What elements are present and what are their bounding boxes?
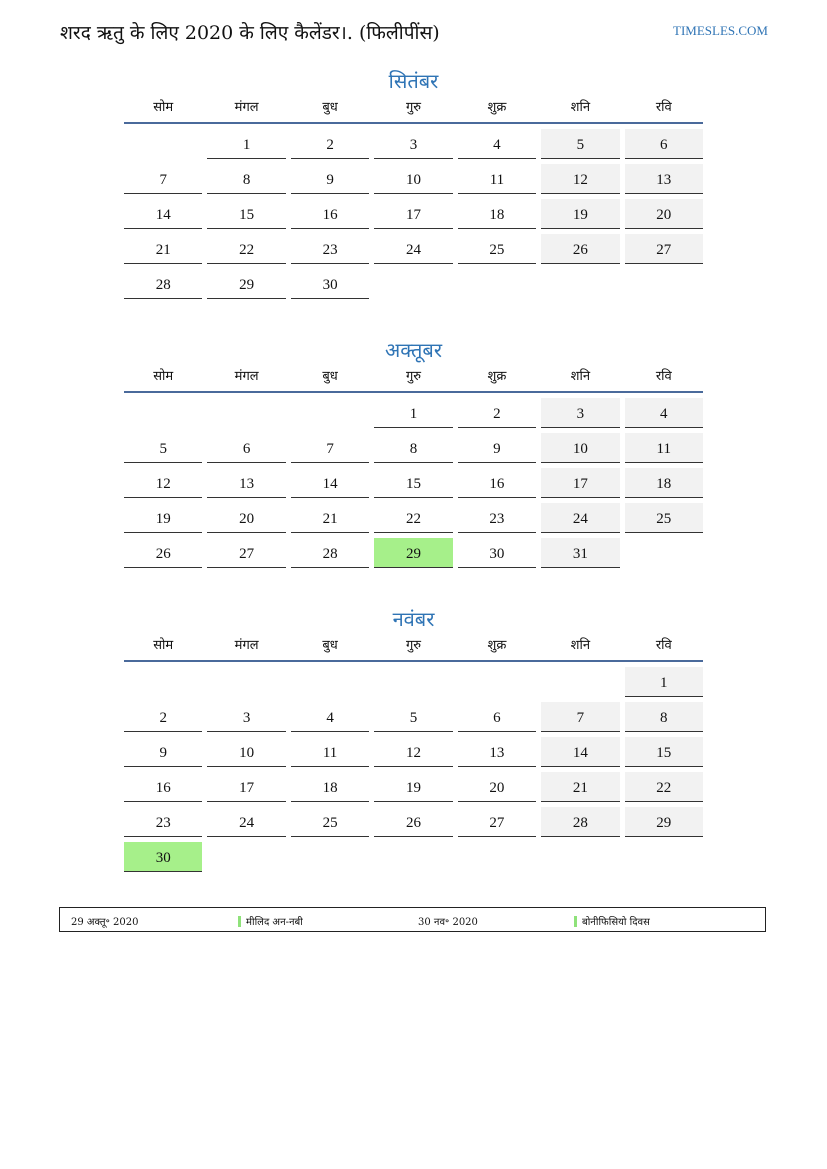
day-cell[interactable]: 1 [625,667,703,697]
day-grid [124,662,703,872]
day-cell[interactable]: 30 [124,842,202,872]
day-cell[interactable]: 27 [207,538,285,568]
legend-holiday-name: बोनीफिसियो दिवस [582,917,650,928]
weekday-tue: मंगल [234,638,259,653]
month-october [124,335,703,568]
weekday-sun: रवि [655,369,672,384]
day-cell[interactable]: 7 [541,702,619,732]
day-cell[interactable]: 21 [124,234,202,264]
month-november [124,604,703,872]
weekday-header [124,634,703,662]
weekday-wed: बुध [322,638,338,653]
day-cell[interactable]: 16 [124,772,202,802]
legend-date-2: 30 नव॰ 2020 [418,917,478,928]
empty-cell [291,667,369,697]
day-cell[interactable]: 7 [291,433,369,463]
day-cell[interactable]: 6 [625,129,703,159]
day-cell[interactable]: 4 [291,702,369,732]
month-title: नवंबर [392,607,435,631]
day-cell[interactable]: 23 [124,807,202,837]
day-cell[interactable]: 24 [541,503,619,533]
day-cell[interactable]: 11 [625,433,703,463]
weekday-thu: गुरु [405,100,422,115]
day-cell[interactable]: 13 [207,468,285,498]
holiday-marker-icon [574,916,577,927]
day-cell[interactable]: 3 [541,398,619,428]
day-cell[interactable]: 24 [207,807,285,837]
day-cell[interactable]: 25 [291,807,369,837]
weekday-mon: सोम [153,369,174,384]
day-grid [124,393,703,568]
day-cell[interactable]: 6 [207,433,285,463]
day-cell[interactable]: 9 [458,433,536,463]
day-cell[interactable]: 26 [124,538,202,568]
day-cell[interactable]: 13 [458,737,536,767]
day-cell[interactable]: 5 [124,433,202,463]
day-cell[interactable]: 22 [374,503,452,533]
day-cell[interactable]: 29 [625,807,703,837]
day-cell[interactable]: 6 [458,702,536,732]
day-cell[interactable]: 12 [124,468,202,498]
empty-cell [124,129,202,159]
day-cell[interactable]: 18 [458,199,536,229]
day-cell[interactable]: 18 [291,772,369,802]
month-september [124,66,703,299]
weekday-fri: शुक्र [487,369,507,384]
weekday-tue: मंगल [234,369,259,384]
day-cell[interactable]: 28 [124,269,202,299]
day-cell[interactable]: 23 [291,234,369,264]
weekday-fri: शुक्र [487,638,507,653]
empty-cell [291,398,369,428]
weekday-wed: बुध [322,100,338,115]
day-cell[interactable]: 7 [124,164,202,194]
day-cell[interactable]: 16 [458,468,536,498]
day-cell[interactable]: 28 [541,807,619,837]
empty-cell [374,667,452,697]
weekday-sat: शनि [570,369,591,384]
day-cell[interactable]: 21 [541,772,619,802]
day-cell[interactable]: 17 [541,468,619,498]
day-cell[interactable]: 23 [458,503,536,533]
day-grid [124,124,703,299]
weekday-sat: शनि [570,100,591,115]
empty-cell [124,398,202,428]
day-cell[interactable]: 29 [207,269,285,299]
weekday-thu: गुरु [405,369,422,384]
day-cell[interactable]: 4 [625,398,703,428]
weekday-wed: बुध [322,369,338,384]
page-title: शरद ऋतु के लिए 2020 के लिए कैलेंडर।. (फिलीपींस) [60,22,440,44]
day-cell[interactable]: 20 [625,199,703,229]
day-cell[interactable]: 22 [207,234,285,264]
day-cell[interactable]: 10 [541,433,619,463]
month-title: सितंबर [388,69,439,93]
day-cell[interactable]: 27 [458,807,536,837]
empty-cell [124,667,202,697]
day-cell[interactable]: 3 [374,129,452,159]
day-cell[interactable]: 28 [291,538,369,568]
day-cell[interactable]: 2 [291,129,369,159]
empty-cell [207,398,285,428]
day-cell[interactable]: 29 [374,538,452,568]
legend-holiday-1 [238,914,303,928]
day-cell[interactable]: 12 [374,737,452,767]
day-cell[interactable]: 15 [207,199,285,229]
weekday-fri: शुक्र [487,100,507,115]
day-cell[interactable]: 17 [374,199,452,229]
day-cell[interactable]: 1 [374,398,452,428]
site-link[interactable]: TIMESLES.COM [673,23,768,38]
weekday-mon: सोम [153,638,174,653]
day-cell[interactable]: 11 [458,164,536,194]
day-cell[interactable]: 10 [374,164,452,194]
day-cell[interactable]: 16 [291,199,369,229]
day-cell[interactable]: 9 [291,164,369,194]
day-cell[interactable]: 14 [541,737,619,767]
weekday-header [124,96,703,124]
day-cell[interactable]: 26 [374,807,452,837]
day-cell[interactable]: 9 [124,737,202,767]
weekday-sun: रवि [655,100,672,115]
day-cell[interactable]: 14 [291,468,369,498]
day-cell[interactable]: 13 [625,164,703,194]
day-cell[interactable]: 1 [207,129,285,159]
day-cell[interactable]: 8 [374,433,452,463]
day-cell[interactable]: 25 [458,234,536,264]
day-cell[interactable]: 5 [541,129,619,159]
day-cell[interactable]: 17 [207,772,285,802]
day-cell[interactable]: 30 [291,269,369,299]
day-cell[interactable]: 27 [625,234,703,264]
day-cell[interactable]: 2 [124,702,202,732]
day-cell[interactable]: 30 [458,538,536,568]
empty-cell [207,667,285,697]
day-cell[interactable]: 18 [625,468,703,498]
day-cell[interactable]: 19 [541,199,619,229]
weekday-mon: सोम [153,100,174,115]
holiday-marker-icon [238,916,241,927]
legend-holiday-2 [574,914,650,928]
day-cell[interactable]: 2 [458,398,536,428]
day-cell[interactable]: 26 [541,234,619,264]
day-cell[interactable]: 10 [207,737,285,767]
day-cell[interactable]: 14 [124,199,202,229]
day-cell[interactable]: 15 [625,737,703,767]
day-cell[interactable]: 22 [625,772,703,802]
empty-cell [458,667,536,697]
day-cell[interactable]: 3 [207,702,285,732]
holiday-legend [59,907,766,932]
legend-holiday-name: मीलिद अन-नबी [246,917,303,928]
day-cell[interactable]: 20 [458,772,536,802]
day-cell[interactable]: 19 [124,503,202,533]
day-cell[interactable]: 21 [291,503,369,533]
day-cell[interactable]: 11 [291,737,369,767]
day-cell[interactable]: 31 [541,538,619,568]
day-cell[interactable]: 15 [374,468,452,498]
day-cell[interactable]: 24 [374,234,452,264]
day-cell[interactable]: 12 [541,164,619,194]
weekday-sun: रवि [655,638,672,653]
weekday-thu: गुरु [405,638,422,653]
day-cell[interactable]: 8 [625,702,703,732]
day-cell[interactable]: 19 [374,772,452,802]
empty-cell [541,667,619,697]
day-cell[interactable]: 8 [207,164,285,194]
weekday-tue: मंगल [234,100,259,115]
weekday-header [124,365,703,393]
legend-date-1: 29 अक्तू॰ 2020 [71,917,139,928]
day-cell[interactable]: 5 [374,702,452,732]
month-title: अक्तूबर [385,338,442,362]
weekday-sat: शनि [570,638,591,653]
day-cell[interactable]: 25 [625,503,703,533]
day-cell[interactable]: 20 [207,503,285,533]
day-cell[interactable]: 4 [458,129,536,159]
